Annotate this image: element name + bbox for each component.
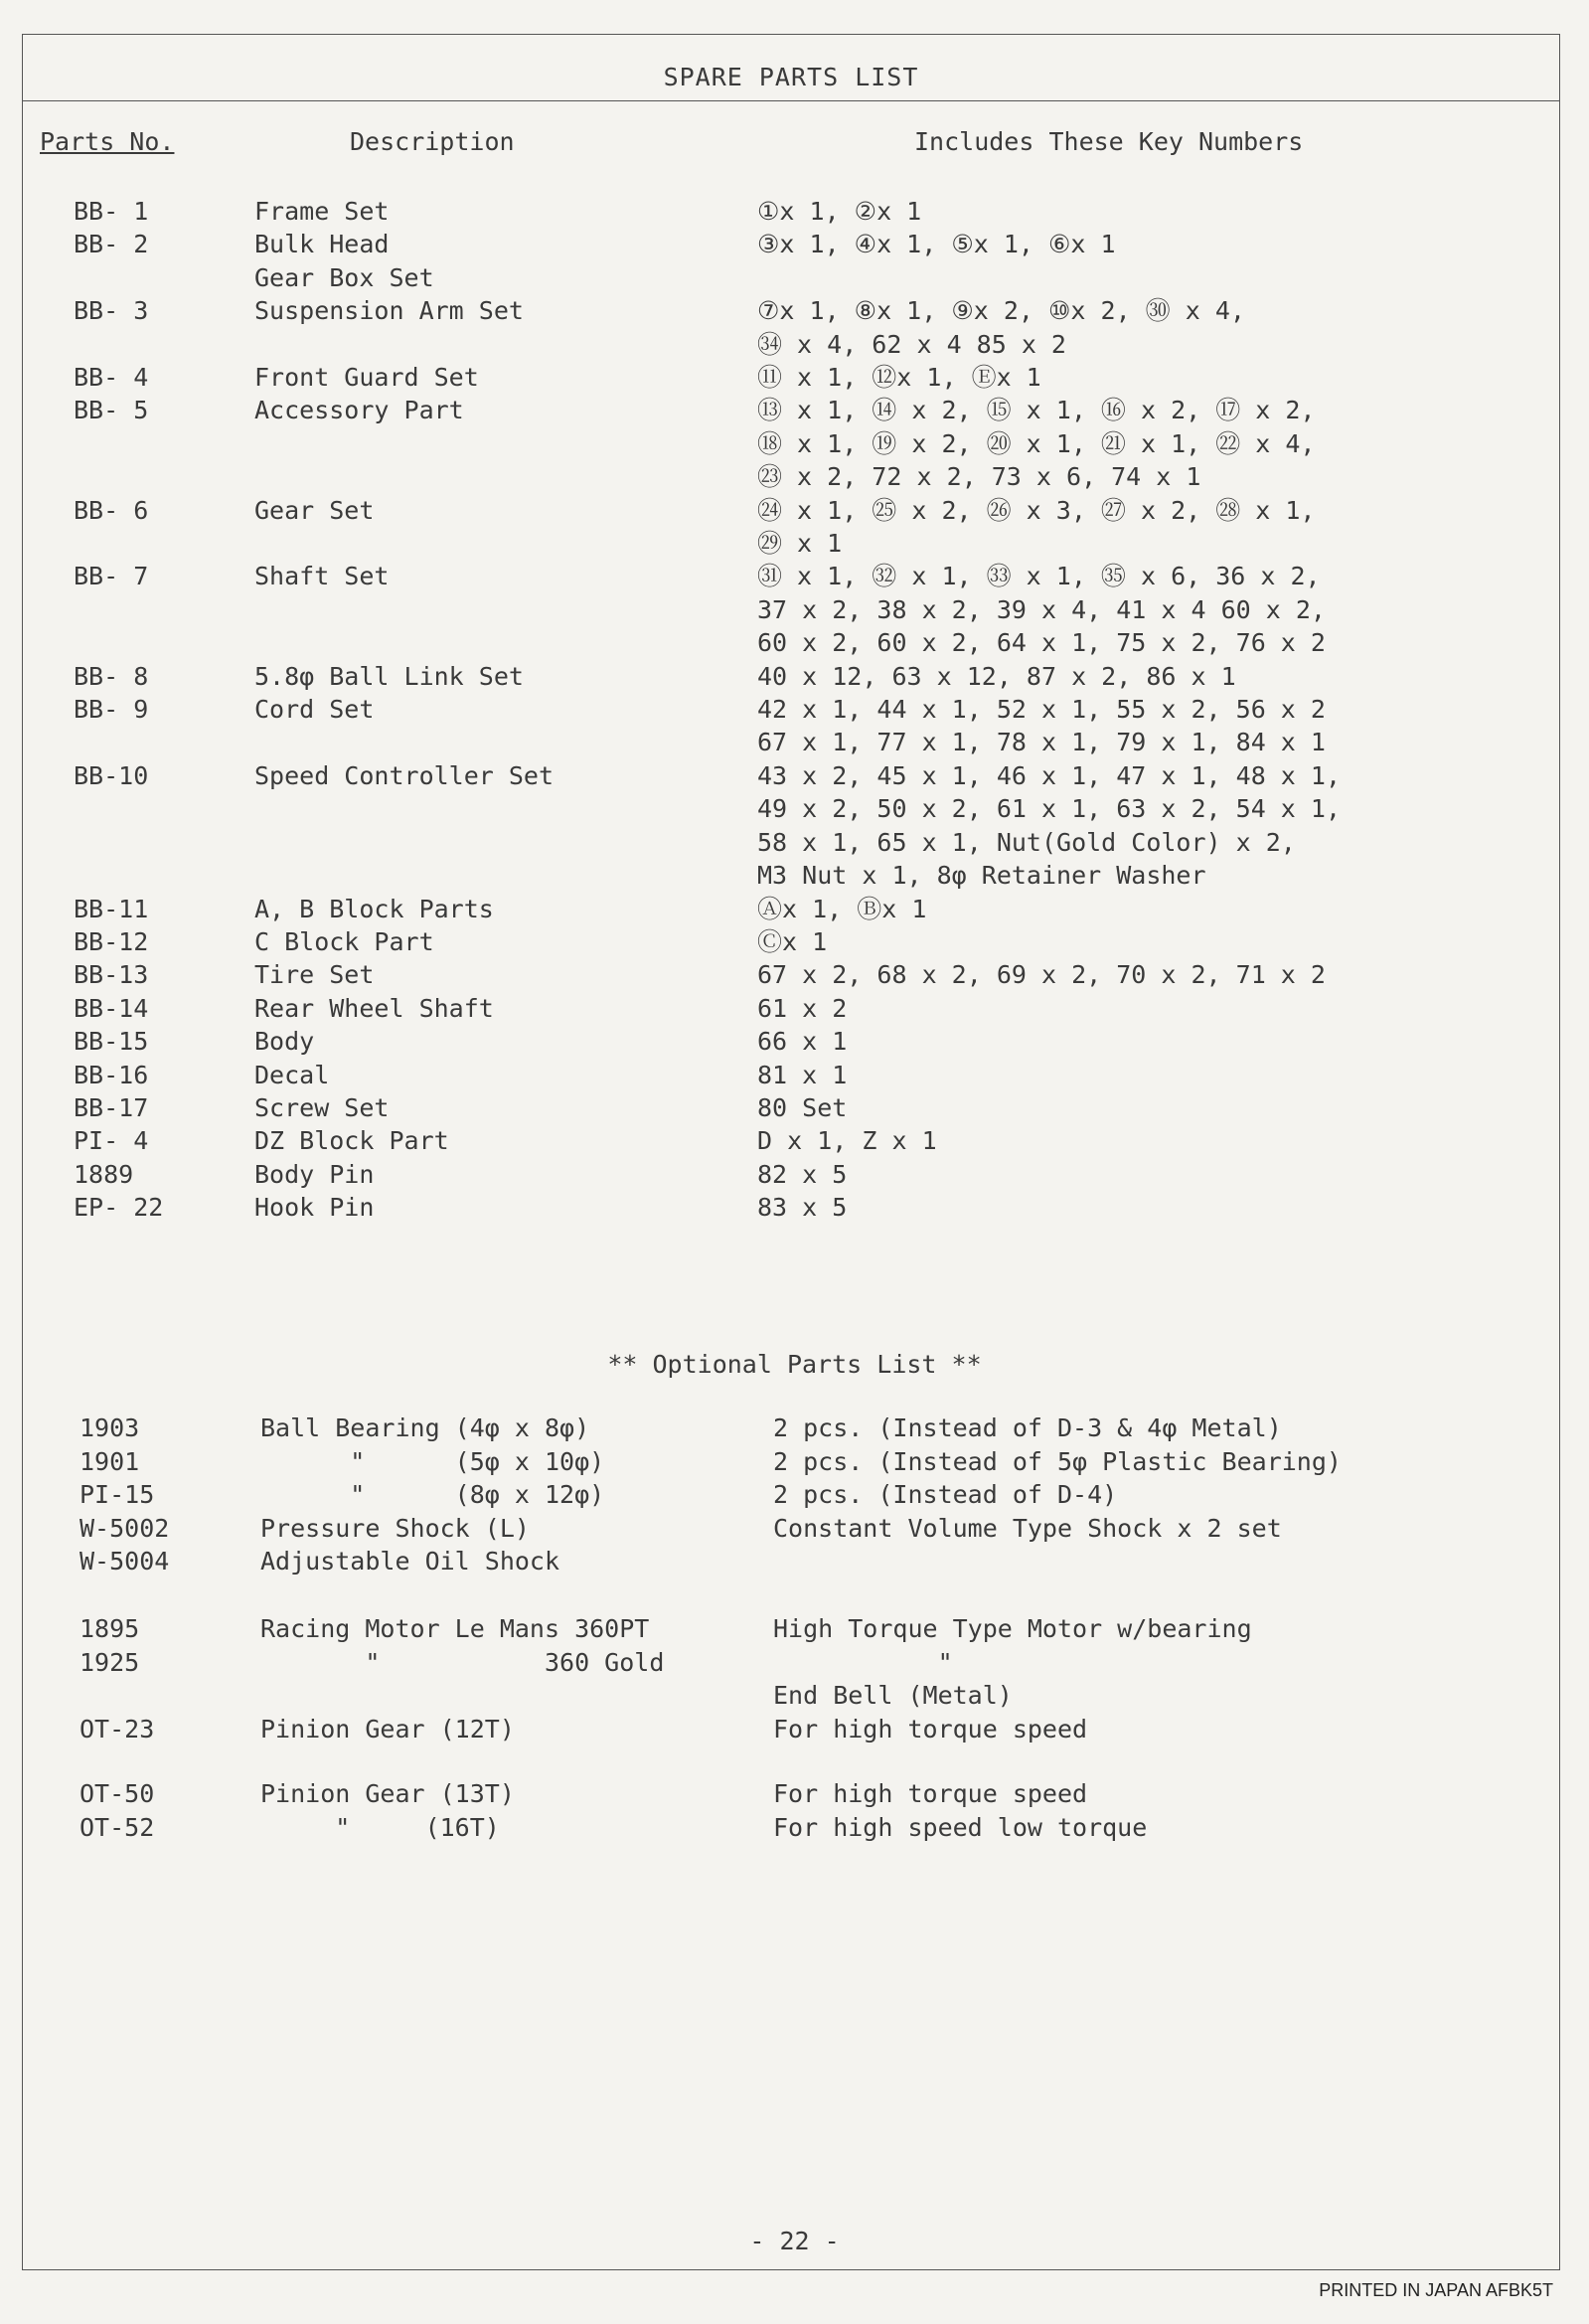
part-description: Hook Pin: [254, 1193, 375, 1223]
part-key-numbers: ⑬ x 1, ⑭ x 2, ⑮ x 1, ⑯ x 2, ⑰ x 2, ⑱ x 1, ⑲ x 2, ⑳ x 1, ㉑ x 1, ㉒ x 4, ㉓ x 2, 72 x 2, 73 x 6, 74 x 1: [757, 396, 1316, 492]
part-number: BB-16: [74, 1060, 149, 1089]
part-key-numbers: 42 x 1, 44 x 1, 52 x 1, 55 x 2, 56 x 2 67 x 1, 77 x 1, 78 x 1, 79 x 1, 84 x 1: [757, 695, 1326, 757]
table-row: [0, 1777, 1589, 1811]
table-row: [0, 1059, 1589, 1091]
optional-part-description: " (16T): [260, 1812, 500, 1842]
optional-part-number: 1895: [79, 1613, 140, 1643]
optional-part-note: 2 pcs. (Instead of D-3 & 4φ Metal): [773, 1413, 1282, 1442]
optional-part-description: " 360 Gold: [260, 1647, 665, 1677]
part-key-numbers: [757, 261, 1589, 294]
part-number: 1889: [74, 1159, 134, 1189]
part-key-numbers: Ⓐx 1, Ⓑx 1: [757, 894, 927, 923]
optional-part-note: For high torque speed: [773, 1779, 1088, 1809]
optional-part-number: PI-15: [79, 1480, 155, 1510]
optional-part-description: Adjustable Oil Shock: [260, 1547, 560, 1577]
optional-part-description: Pinion Gear (12T): [260, 1714, 515, 1743]
part-description: Tire Set: [254, 960, 375, 990]
table-row: [0, 361, 1589, 394]
part-description: 5.8φ Ball Link Set: [254, 661, 524, 691]
table-row: [0, 1025, 1589, 1058]
part-key-numbers: Ⓒx 1: [757, 926, 828, 956]
part-description: Rear Wheel Shaft: [254, 993, 494, 1023]
part-number: BB-14: [74, 993, 149, 1023]
part-key-numbers: 66 x 1: [757, 1027, 848, 1057]
part-number: PI- 4: [74, 1126, 149, 1156]
optional-part-description: Pinion Gear (13T): [260, 1779, 515, 1809]
table-row: [0, 1124, 1589, 1157]
part-description: Body Pin: [254, 1159, 375, 1189]
part-description: Gear Set: [254, 495, 375, 525]
table-row: [0, 958, 1589, 991]
table-row: [0, 1811, 1589, 1845]
part-description: Accessory Part: [254, 396, 464, 425]
optional-part-description: " (8φ x 12φ): [260, 1480, 605, 1510]
table-row: [0, 1158, 1589, 1191]
part-key-numbers: ㉔ x 1, ㉕ x 2, ㉖ x 3, ㉗ x 2, ㉘ x 1, ㉙ x 1: [757, 495, 1316, 559]
optional-part-note: ": [773, 1647, 953, 1677]
part-number: BB- 9: [74, 695, 149, 725]
part-number: BB-10: [74, 760, 149, 790]
part-description: A, B Block Parts: [254, 894, 494, 923]
part-number: BB- 1: [74, 197, 149, 226]
part-key-numbers: 67 x 2, 68 x 2, 69 x 2, 70 x 2, 71 x 2: [757, 960, 1326, 990]
title-divider: [23, 100, 1559, 101]
part-key-numbers: ①x 1, ②x 1: [757, 197, 922, 226]
part-description: C Block Part: [254, 926, 434, 956]
optional-part-description: " (5φ x 10φ): [260, 1446, 605, 1476]
part-number: BB- 4: [74, 363, 149, 393]
part-key-numbers: ㉛ x 1, ㉜ x 1, ㉝ x 1, ㉟ x 6, 36 x 2, 37 x 2, 38 x 2, 39 x 4, 41 x 4 60 x 2, 60 x 2, 60 x 2, 64 x 1, 75 x 2, 76 x 2: [757, 562, 1326, 658]
part-number: BB- 8: [74, 661, 149, 691]
table-row: [0, 195, 1589, 228]
optional-part-number: 1901: [79, 1446, 140, 1476]
table-row: [0, 494, 1589, 561]
part-description: Frame Set: [254, 197, 390, 226]
optional-part-note: 2 pcs. (Instead of D-4): [773, 1480, 1118, 1510]
part-key-numbers: 43 x 2, 45 x 1, 46 x 1, 47 x 1, 48 x 1, 49 x 2, 50 x 2, 61 x 1, 63 x 2, 54 x 1, 58 x 1, 65 x 1, Nut(Gold Color) x 2, M3 Nut x 1, 8φ Retainer Washer: [757, 760, 1341, 891]
optional-part-note: End Bell (Metal): [773, 1681, 1013, 1711]
part-key-numbers: 61 x 2: [757, 993, 848, 1023]
part-key-numbers: ⑦x 1, ⑧x 1, ⑨x 2, ⑩x 2, ㉚ x 4, ㉞ x 4, 62 x 4 85 x 2: [757, 296, 1245, 359]
part-number: BB- 6: [74, 495, 149, 525]
table-row: [0, 992, 1589, 1025]
table-row: [0, 759, 1589, 893]
part-key-numbers: ⑪ x 1, ⑫x 1, Ⓔx 1: [757, 363, 1041, 393]
table-row: [0, 1646, 1589, 1680]
part-key-numbers: 80 Set: [757, 1092, 848, 1122]
optional-part-number: W-5002: [79, 1513, 170, 1543]
printed-in-japan-label: PRINTED IN JAPAN AFBK5T: [1319, 2280, 1553, 2300]
table-row: [0, 1478, 1589, 1512]
optional-part-number: W-5004: [79, 1547, 170, 1577]
table-row: [0, 1612, 1589, 1646]
part-description: Gear Box Set: [254, 262, 434, 292]
table-row: [0, 1091, 1589, 1124]
part-number: BB-13: [74, 960, 149, 990]
optional-part-description: Pressure Shock (L): [260, 1513, 530, 1543]
table-row: [0, 693, 1589, 759]
optional-part-description: Ball Bearing (4φ x 8φ): [260, 1413, 590, 1442]
part-description: Screw Set: [254, 1092, 390, 1122]
optional-part-note: Constant Volume Type Shock x 2 set: [773, 1513, 1282, 1543]
part-number: BB-15: [74, 1027, 149, 1057]
optional-parts-table: [0, 1411, 1589, 1845]
column-header-key-numbers: Includes These Key Numbers: [914, 127, 1304, 156]
part-description: Shaft Set: [254, 562, 390, 591]
part-description: Cord Set: [254, 695, 375, 725]
table-row: [0, 1512, 1589, 1546]
optional-part-number: OT-23: [79, 1714, 155, 1743]
optional-part-description: Racing Motor Le Mans 360PT: [260, 1613, 650, 1643]
part-description: Front Guard Set: [254, 363, 479, 393]
part-number: EP- 22: [74, 1193, 164, 1223]
part-description: Speed Controller Set: [254, 760, 555, 790]
optional-part-note: High Torque Type Motor w/bearing: [773, 1613, 1252, 1643]
part-key-numbers: 83 x 5: [757, 1193, 848, 1223]
part-number: BB- 2: [74, 230, 149, 259]
part-number: BB-11: [74, 894, 149, 923]
table-row: [0, 893, 1589, 925]
row-spacer: [0, 1578, 1589, 1612]
table-row: [0, 228, 1589, 260]
part-description: Decal: [254, 1060, 330, 1089]
part-key-numbers: ③x 1, ④x 1, ⑤x 1, ⑥x 1: [757, 230, 1116, 259]
part-number: BB-12: [74, 926, 149, 956]
part-description: DZ Block Part: [254, 1126, 449, 1156]
optional-part-note: 2 pcs. (Instead of 5φ Plastic Bearing): [773, 1446, 1342, 1476]
column-header-parts-no: Parts No.: [40, 127, 175, 156]
page-number: - 22 -: [749, 2227, 840, 2255]
column-header-description: Description: [350, 127, 515, 156]
optional-part-number: 1903: [79, 1413, 140, 1442]
table-row: [0, 1445, 1589, 1479]
optional-part-note: For high speed low torque: [773, 1812, 1148, 1842]
page-title: SPARE PARTS LIST: [663, 63, 919, 91]
part-number: BB- 3: [74, 296, 149, 326]
part-description: Body: [254, 1027, 315, 1057]
table-row: [0, 1545, 1589, 1578]
table-row: [0, 1713, 1589, 1746]
table-row: [0, 1411, 1589, 1445]
row-spacer: [0, 1745, 1589, 1777]
table-row: [0, 660, 1589, 693]
table-row: [0, 294, 1589, 361]
table-row: [0, 925, 1589, 958]
spare-parts-table: [0, 195, 1589, 1225]
optional-part-number: 1925: [79, 1647, 140, 1677]
table-row: [0, 560, 1589, 659]
part-number: BB- 5: [74, 396, 149, 425]
optional-part-number: OT-52: [79, 1812, 155, 1842]
part-key-numbers: 81 x 1: [757, 1060, 848, 1089]
part-key-numbers: 82 x 5: [757, 1159, 848, 1189]
table-row: [0, 394, 1589, 493]
table-row: [0, 1679, 1589, 1713]
table-row: [0, 261, 1589, 294]
part-number: BB- 7: [74, 562, 149, 591]
part-description: Bulk Head: [254, 230, 390, 259]
part-key-numbers: D x 1, Z x 1: [757, 1126, 937, 1156]
part-number: BB-17: [74, 1092, 149, 1122]
table-row: [0, 1191, 1589, 1224]
part-description: Suspension Arm Set: [254, 296, 524, 326]
part-key-numbers: 40 x 12, 63 x 12, 87 x 2, 86 x 1: [757, 661, 1236, 691]
optional-part-number: OT-50: [79, 1779, 155, 1809]
optional-part-note: For high torque speed: [773, 1714, 1088, 1743]
optional-parts-title: ** Optional Parts List **: [607, 1350, 982, 1379]
